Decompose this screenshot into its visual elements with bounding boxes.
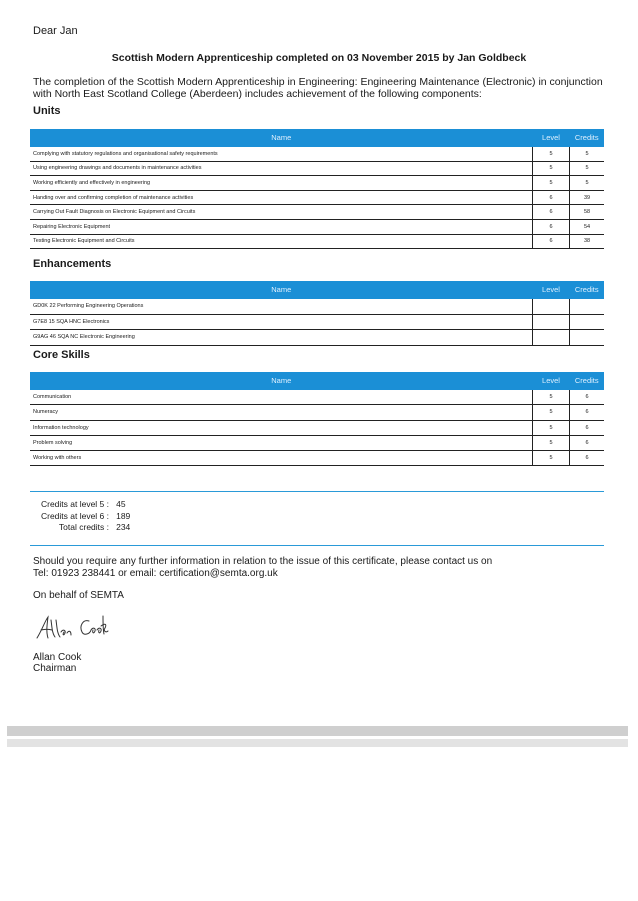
skill-name: Numeracy bbox=[30, 405, 533, 420]
unit-level: 6 bbox=[533, 219, 570, 234]
credits-level-6 bbox=[33, 511, 130, 523]
enhancement-name: G9AG 46 SQA NC Electronic Engineering bbox=[30, 330, 533, 346]
credits-level-5 bbox=[33, 499, 130, 511]
unit-credits: 39 bbox=[570, 190, 605, 205]
skill-name: Communication bbox=[30, 389, 533, 405]
signature bbox=[34, 612, 109, 644]
footer-band bbox=[7, 726, 628, 736]
core-skills-heading: Core Skills bbox=[33, 349, 90, 361]
unit-level: 6 bbox=[533, 234, 570, 249]
skill-level: 5 bbox=[533, 389, 570, 405]
unit-level: 5 bbox=[533, 176, 570, 191]
contact-info bbox=[33, 556, 492, 580]
enhancement-level bbox=[533, 330, 570, 346]
on-behalf-text: On behalf of SEMTA bbox=[33, 590, 124, 601]
unit-credits: 38 bbox=[570, 234, 605, 249]
unit-level: 6 bbox=[533, 190, 570, 205]
table-row bbox=[30, 219, 604, 234]
skill-credits: 6 bbox=[570, 435, 605, 450]
level-column-header: Level bbox=[533, 281, 570, 298]
table-row bbox=[30, 420, 604, 435]
table-row bbox=[30, 176, 604, 191]
credits-column-header: Credits bbox=[570, 281, 605, 298]
enhancements-table bbox=[30, 281, 604, 346]
skill-name: Problem solving bbox=[30, 435, 533, 450]
credits-level-6-label: Credits at level 6 : bbox=[40, 510, 109, 521]
credits-total bbox=[33, 522, 130, 534]
unit-level: 5 bbox=[533, 146, 570, 161]
signatory-role: Chairman bbox=[33, 663, 77, 674]
signatory bbox=[33, 652, 81, 674]
name-column-header: Name bbox=[30, 372, 533, 389]
signatory-name: Allan Cook bbox=[33, 652, 82, 663]
unit-name: Repairing Electronic Equipment bbox=[30, 219, 533, 234]
credits-total-value: 234 bbox=[116, 522, 131, 533]
table-row bbox=[30, 298, 604, 314]
unit-name: Complying with statutory regulations and organisational safety requirements bbox=[30, 146, 533, 161]
table-row bbox=[30, 205, 604, 220]
credit-totals bbox=[33, 499, 130, 534]
divider bbox=[30, 545, 604, 546]
unit-credits: 5 bbox=[570, 161, 605, 176]
enhancement-name: GD0K 22 Performing Engineering Operations bbox=[30, 298, 533, 314]
skill-name: Working with others bbox=[30, 451, 533, 466]
skill-name: Information technology bbox=[30, 420, 533, 435]
table-row bbox=[30, 330, 604, 346]
unit-name: Working efficiently and effectively in engineering bbox=[30, 176, 533, 191]
table-row bbox=[30, 405, 604, 420]
contact-line: Should you require any further information in relation to the issue of this certificate, please contact us on bbox=[33, 556, 493, 567]
enhancement-level bbox=[533, 298, 570, 314]
table-row bbox=[30, 190, 604, 205]
credits-level-6-value: 189 bbox=[116, 510, 131, 521]
enhancement-level bbox=[533, 314, 570, 330]
enhancement-credits bbox=[570, 330, 605, 346]
skill-credits: 6 bbox=[570, 451, 605, 466]
enhancement-credits bbox=[570, 298, 605, 314]
table-row bbox=[30, 389, 604, 405]
unit-name: Testing Electronic Equipment and Circuits bbox=[30, 234, 533, 249]
skill-credits: 6 bbox=[570, 405, 605, 420]
credits-level-5-label: Credits at level 5 : bbox=[40, 499, 109, 509]
certificate-title: Scottish Modern Apprenticeship completed on 03 November 2015 by Jan Goldbeck bbox=[111, 52, 527, 64]
core-skills-table bbox=[30, 372, 604, 466]
table-row bbox=[30, 314, 604, 330]
enhancement-name: G7E8 15 SQA HNC Electronics bbox=[30, 314, 533, 330]
intro-text: The completion of the Scottish Modern Apprenticeship in Engineering: Engineering Maintenance (Electronic) in conjunction with North East Scotland College (Aberdeen) includes achievement of the following components: bbox=[33, 76, 603, 100]
unit-credits: 5 bbox=[570, 176, 605, 191]
table-row bbox=[30, 435, 604, 450]
name-column-header: Name bbox=[30, 129, 533, 146]
unit-name: Handing over and confirming completion of maintenance activities bbox=[30, 190, 533, 205]
divider bbox=[30, 491, 604, 492]
units-heading: Units bbox=[33, 105, 61, 117]
units-header-row bbox=[30, 129, 604, 146]
credits-total-label: Total credits : bbox=[58, 522, 109, 533]
table-row bbox=[30, 234, 604, 249]
units-table bbox=[30, 129, 604, 249]
skill-credits: 6 bbox=[570, 389, 605, 405]
greeting: Dear Jan bbox=[33, 25, 78, 37]
unit-credits: 58 bbox=[570, 205, 605, 220]
unit-name: Using engineering drawings and documents in maintenance activities bbox=[30, 161, 533, 176]
core-skills-header-row bbox=[30, 372, 604, 389]
credits-column-header: Credits bbox=[570, 372, 605, 389]
level-column-header: Level bbox=[533, 129, 570, 146]
skill-credits: 6 bbox=[570, 420, 605, 435]
unit-level: 6 bbox=[533, 205, 570, 220]
table-row bbox=[30, 146, 604, 161]
skill-level: 5 bbox=[533, 420, 570, 435]
unit-name: Carrying Out Fault Diagnosis on Electronic Equipment and Circuits bbox=[30, 205, 533, 220]
unit-level: 5 bbox=[533, 161, 570, 176]
enhancements-header-row bbox=[30, 281, 604, 298]
enhancements-heading: Enhancements bbox=[33, 258, 112, 270]
table-row bbox=[30, 161, 604, 176]
signature-mark bbox=[34, 612, 109, 644]
skill-level: 5 bbox=[533, 451, 570, 466]
skill-level: 5 bbox=[533, 405, 570, 420]
name-column-header: Name bbox=[30, 281, 533, 298]
table-row bbox=[30, 451, 604, 466]
credits-column-header: Credits bbox=[570, 129, 605, 146]
unit-credits: 54 bbox=[570, 219, 605, 234]
contact-details: Tel: 01923 238441 or email: certification@semta.org.uk bbox=[33, 568, 278, 579]
skill-level: 5 bbox=[533, 435, 570, 450]
level-column-header: Level bbox=[533, 372, 570, 389]
footer-band bbox=[7, 739, 628, 747]
unit-credits: 5 bbox=[570, 146, 605, 161]
credits-level-5-value: 45 bbox=[116, 499, 126, 509]
enhancement-credits bbox=[570, 314, 605, 330]
